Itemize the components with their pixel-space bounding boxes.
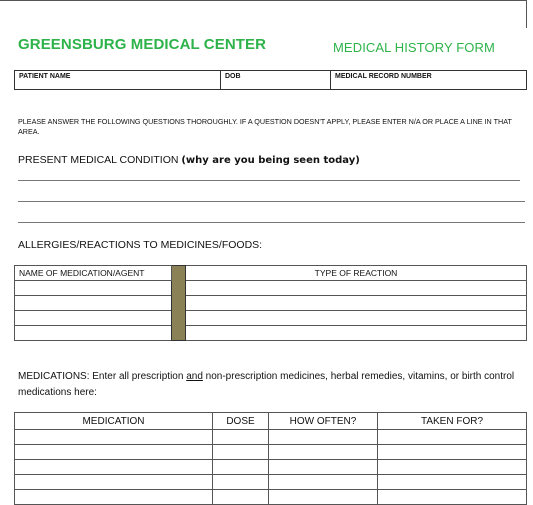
allergies-heading: ALLERGIES/REACTIONS TO MEDICINES/FOODS:	[18, 239, 263, 251]
table-row	[15, 460, 527, 475]
table-cell[interactable]	[213, 475, 269, 490]
table-row	[15, 326, 527, 341]
table-cell[interactable]	[186, 281, 527, 296]
table-cell[interactable]	[186, 326, 527, 341]
table-cell[interactable]	[15, 460, 213, 475]
table-cell[interactable]	[378, 460, 527, 475]
present-condition-line-3[interactable]	[18, 222, 525, 223]
table-cell[interactable]	[213, 430, 269, 445]
medical-record-number-field[interactable]	[331, 71, 528, 89]
table-row	[15, 475, 527, 490]
table-cell[interactable]	[269, 430, 378, 445]
table-row	[15, 430, 527, 445]
reaction-column-header: TYPE OF REACTION	[186, 266, 527, 281]
present-condition-label: PRESENT MEDICAL CONDITION	[18, 154, 182, 166]
medications-instructions	[18, 369, 518, 401]
table-row	[15, 296, 527, 311]
medications-intro-2: non-prescription medicines, herbal remedies, vitamins, or birth control medications here:	[18, 371, 515, 398]
table-row	[15, 490, 527, 505]
table-row	[15, 445, 527, 460]
table-cell[interactable]	[186, 311, 527, 326]
table-header-row	[15, 413, 527, 430]
dose-column-header: DOSE	[213, 413, 269, 430]
medications-intro-1: MEDICATIONS: Enter all prescription	[18, 371, 187, 382]
patient-name-field[interactable]	[15, 71, 221, 89]
table-cell[interactable]	[15, 490, 213, 505]
top-right-border	[526, 0, 527, 28]
table-cell[interactable]	[269, 445, 378, 460]
table-cell[interactable]	[15, 430, 213, 445]
table-cell[interactable]	[269, 490, 378, 505]
patient-name-label: PATIENT NAME	[19, 73, 71, 80]
table-cell[interactable]	[15, 281, 172, 296]
table-cell[interactable]	[213, 490, 269, 505]
top-border-line	[0, 0, 527, 1]
dob-label: DOB	[225, 73, 241, 80]
medications-intro-and: and	[186, 371, 203, 382]
allergies-table	[14, 265, 527, 341]
table-cell[interactable]	[378, 475, 527, 490]
form-title: MEDICAL HISTORY FORM	[333, 40, 495, 55]
present-condition-line-1[interactable]	[18, 180, 520, 181]
table-cell[interactable]	[15, 326, 172, 341]
table-cell[interactable]	[15, 296, 172, 311]
table-cell[interactable]	[15, 475, 213, 490]
present-condition-line-2[interactable]	[18, 201, 525, 202]
table-cell[interactable]	[269, 475, 378, 490]
table-cell[interactable]	[186, 296, 527, 311]
present-condition-hint: (why are you being seen today)	[181, 155, 360, 166]
how-often-column-header: HOW OFTEN?	[269, 413, 378, 430]
table-cell[interactable]	[378, 430, 527, 445]
table-cell[interactable]	[213, 445, 269, 460]
medication-column-header: MEDICATION	[15, 413, 213, 430]
table-cell[interactable]	[15, 445, 213, 460]
dob-field[interactable]	[221, 71, 331, 89]
table-cell[interactable]	[378, 490, 527, 505]
present-condition-heading	[18, 154, 360, 166]
medical-record-number-label: MEDICAL RECORD NUMBER	[335, 73, 432, 80]
table-header-row	[15, 266, 527, 281]
table-cell[interactable]	[213, 460, 269, 475]
instructions-text: PLEASE ANSWER THE FOLLOWING QUESTIONS THOROUGHLY. IF A QUESTION DOESN'T APPLY, PLEASE ENTER N/A OR PLACE A LINE IN THAT AREA.	[18, 117, 512, 136]
medication-agent-column-header: NAME OF MEDICATION/AGENT	[15, 266, 172, 281]
medications-table	[14, 412, 527, 505]
table-cell[interactable]	[269, 460, 378, 475]
hospital-name: GREENSBURG MEDICAL CENTER	[18, 36, 267, 53]
table-row	[15, 281, 527, 296]
patient-info-row	[14, 70, 527, 90]
table-cell[interactable]	[15, 311, 172, 326]
table-row	[15, 311, 527, 326]
table-cell[interactable]	[378, 445, 527, 460]
taken-for-column-header: TAKEN FOR?	[378, 413, 527, 430]
divider-bar	[172, 266, 186, 341]
